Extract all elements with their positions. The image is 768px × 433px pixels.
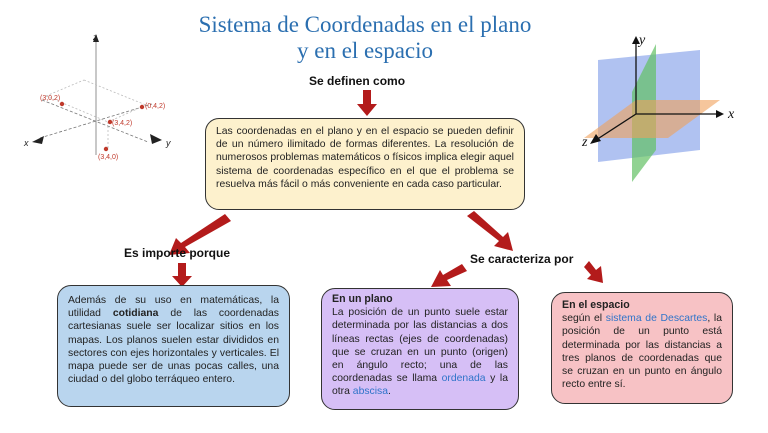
space-heading: En el espacio: [562, 299, 630, 311]
arrow-down-right-icon: [584, 261, 603, 283]
page-title: Sistema de Coordenadas en el plano y en el espacio: [198, 12, 532, 63]
arrow-down-icon: [172, 263, 192, 287]
ordenada-link[interactable]: ordenada: [441, 373, 486, 385]
plane-box: [321, 288, 519, 410]
point-label: (0,4,2): [145, 103, 166, 110]
importance-text-b: de las coordenadas cartesianas suele ser localizar sitios en los mapas. Los planos suelen estar divididos en sectores con ejes horizontales y verticales. El mapa puede ser de unas pocas calles, una ciudad o del globo terráqueo entero.: [68, 308, 279, 386]
space-box: [551, 292, 733, 404]
arrow-down-right-icon: [467, 211, 513, 251]
sistema-descartes-link[interactable]: sistema de Descartes: [605, 313, 708, 325]
point-label: (3,4,0): [98, 154, 119, 161]
left-axis-y: y: [166, 138, 171, 148]
right-axis-x: x: [728, 107, 735, 122]
label-se-caracteriza: Se caracteriza por: [470, 252, 574, 266]
importance-bold-word: cotidiana: [112, 308, 159, 320]
plane-text-c: .: [388, 386, 391, 398]
plane-text-b: y la otra: [332, 373, 509, 398]
right-axis-z: z: [582, 135, 588, 150]
point-label: (3,4,2): [112, 120, 133, 127]
label-es-importe: Es importe porque: [124, 246, 231, 260]
importance-box: [57, 285, 290, 407]
arrow-down-left-icon: [431, 264, 467, 287]
importance-text-a: Además de su uso en matemáticas, la utilidad: [68, 295, 279, 320]
left-axis-z: z: [93, 33, 97, 42]
plane-heading: En un plano: [332, 293, 393, 305]
definition-box: [205, 118, 525, 210]
arrow-down-icon: [357, 90, 377, 116]
label-se-definen: Se definen como: [309, 74, 406, 88]
space-text-b: , la posición de un punto está determinada por las distancias a tres planos de coordenadas que se cruzan en un punto en ángulo recto entre sí.: [562, 313, 722, 391]
abscisa-link[interactable]: abscisa: [352, 386, 389, 398]
right-axis-y: y: [639, 33, 646, 48]
space-text-a: según el: [562, 313, 606, 325]
left-axis-x: x: [24, 138, 29, 148]
plane-text-a: La posición de un punto suele estar determinada por las distancias a dos líneas rectas (ejes de coordenadas) que se cruzan en un punto (origen) en ángulo recto; una de las coordenadas se llama: [332, 307, 508, 385]
point-label: (3,0,2): [40, 95, 61, 102]
definition-text: Las coordenadas en el plano y en el espacio se pueden definir de un número ilimitado de formas diferentes. La resolución de numerosos problemas matemáticos o físicos implica elegir aquel sistema de coordenadas específico en el que el problema se resuelva más fácil o más conveniente en cada caso particular.: [216, 126, 514, 190]
